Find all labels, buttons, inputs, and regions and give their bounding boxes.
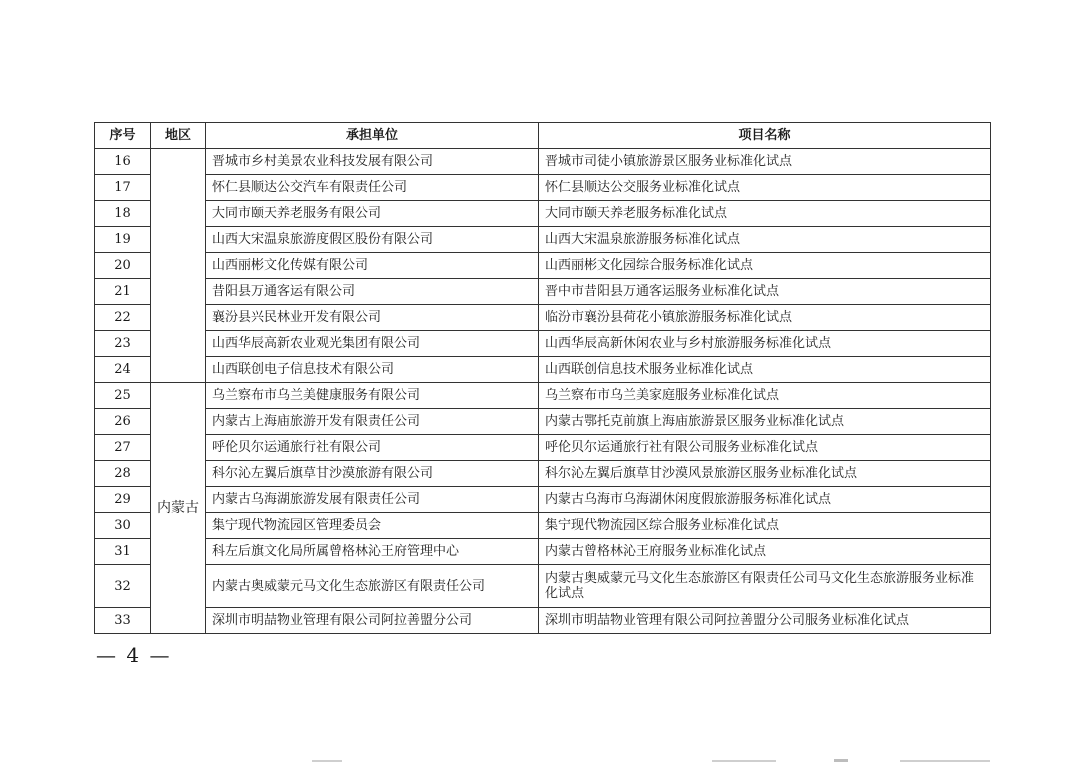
table-row bbox=[95, 487, 991, 513]
table-row bbox=[95, 149, 991, 175]
row-unit: 集宁现代物流园区管理委员会 bbox=[206, 513, 539, 539]
row-project: 内蒙古奥威蒙元马文化生态旅游区有限责任公司马文化生态旅游服务业标准化试点 bbox=[539, 565, 991, 608]
row-unit: 晋城市乡村美景农业科技发展有限公司 bbox=[206, 149, 539, 175]
row-project: 山西大宋温泉旅游服务标准化试点 bbox=[539, 227, 991, 253]
row-index: 24 bbox=[95, 357, 151, 383]
table-row bbox=[95, 279, 991, 305]
table-row bbox=[95, 435, 991, 461]
row-unit: 山西大宋温泉旅游度假区股份有限公司 bbox=[206, 227, 539, 253]
row-index: 33 bbox=[95, 608, 151, 634]
region-cell-neimenggu: 内蒙古 bbox=[151, 383, 206, 634]
table-row bbox=[95, 201, 991, 227]
row-unit: 昔阳县万通客运有限公司 bbox=[206, 279, 539, 305]
row-unit: 襄汾县兴民林业开发有限公司 bbox=[206, 305, 539, 331]
row-unit: 乌兰察布市乌兰美健康服务有限公司 bbox=[206, 383, 539, 409]
table-row bbox=[95, 409, 991, 435]
row-unit: 内蒙古奥威蒙元马文化生态旅游区有限责任公司 bbox=[206, 565, 539, 608]
page-number: — 4 — bbox=[96, 643, 172, 667]
row-index: 17 bbox=[95, 175, 151, 201]
table-row bbox=[95, 331, 991, 357]
row-project: 临汾市襄汾县荷花小镇旅游服务标准化试点 bbox=[539, 305, 991, 331]
row-index: 22 bbox=[95, 305, 151, 331]
row-project: 集宁现代物流园区综合服务业标准化试点 bbox=[539, 513, 991, 539]
header-region: 地区 bbox=[151, 123, 206, 149]
row-project: 山西丽彬文化园综合服务标准化试点 bbox=[539, 253, 991, 279]
table-row bbox=[95, 565, 991, 608]
row-index: 28 bbox=[95, 461, 151, 487]
row-project: 乌兰察布市乌兰美家庭服务业标准化试点 bbox=[539, 383, 991, 409]
header-project: 项目名称 bbox=[539, 123, 991, 149]
row-project: 科尔沁左翼后旗草甘沙漠风景旅游区服务业标准化试点 bbox=[539, 461, 991, 487]
row-project: 内蒙古乌海市乌海湖休闲度假旅游服务标准化试点 bbox=[539, 487, 991, 513]
row-project: 晋中市昔阳县万通客运服务业标准化试点 bbox=[539, 279, 991, 305]
row-index: 26 bbox=[95, 409, 151, 435]
row-index: 25 bbox=[95, 383, 151, 409]
row-project: 山西华辰高新休闲农业与乡村旅游服务标准化试点 bbox=[539, 331, 991, 357]
row-index: 32 bbox=[95, 565, 151, 608]
row-project: 怀仁县顺达公交服务业标准化试点 bbox=[539, 175, 991, 201]
row-index: 31 bbox=[95, 539, 151, 565]
table-row bbox=[95, 253, 991, 279]
header-unit: 承担单位 bbox=[206, 123, 539, 149]
row-unit: 深圳市明喆物业管理有限公司阿拉善盟分公司 bbox=[206, 608, 539, 634]
row-index: 18 bbox=[95, 201, 151, 227]
table-row bbox=[95, 461, 991, 487]
row-project: 内蒙古曾格林沁王府服务业标准化试点 bbox=[539, 539, 991, 565]
row-unit: 科左后旗文化局所属曾格林沁王府管理中心 bbox=[206, 539, 539, 565]
row-project: 呼伦贝尔运通旅行社有限公司服务业标准化试点 bbox=[539, 435, 991, 461]
region-cell-shanxi bbox=[151, 149, 206, 383]
row-unit: 科尔沁左翼后旗草甘沙漠旅游有限公司 bbox=[206, 461, 539, 487]
row-index: 27 bbox=[95, 435, 151, 461]
pilot-projects-table bbox=[94, 122, 991, 634]
row-unit: 大同市颐天养老服务有限公司 bbox=[206, 201, 539, 227]
table-header-row bbox=[95, 123, 991, 149]
header-index: 序号 bbox=[95, 123, 151, 149]
row-index: 19 bbox=[95, 227, 151, 253]
row-unit: 呼伦贝尔运通旅行社有限公司 bbox=[206, 435, 539, 461]
table-row bbox=[95, 305, 991, 331]
table-row bbox=[95, 608, 991, 634]
row-index: 20 bbox=[95, 253, 151, 279]
table-row bbox=[95, 383, 991, 409]
row-index: 21 bbox=[95, 279, 151, 305]
table-row bbox=[95, 357, 991, 383]
row-unit: 山西联创电子信息技术有限公司 bbox=[206, 357, 539, 383]
row-index: 16 bbox=[95, 149, 151, 175]
row-project: 晋城市司徒小镇旅游景区服务业标准化试点 bbox=[539, 149, 991, 175]
row-project: 山西联创信息技术服务业标准化试点 bbox=[539, 357, 991, 383]
row-unit: 怀仁县顺达公交汽车有限责任公司 bbox=[206, 175, 539, 201]
scan-edge-marks bbox=[0, 752, 1080, 764]
table-row bbox=[95, 539, 991, 565]
row-index: 29 bbox=[95, 487, 151, 513]
table-row bbox=[95, 513, 991, 539]
row-project: 内蒙古鄂托克前旗上海庙旅游景区服务业标准化试点 bbox=[539, 409, 991, 435]
row-index: 23 bbox=[95, 331, 151, 357]
row-project: 大同市颐天养老服务标准化试点 bbox=[539, 201, 991, 227]
row-unit: 山西丽彬文化传媒有限公司 bbox=[206, 253, 539, 279]
row-unit: 山西华辰高新农业观光集团有限公司 bbox=[206, 331, 539, 357]
row-unit: 内蒙古乌海湖旅游发展有限责任公司 bbox=[206, 487, 539, 513]
table-row bbox=[95, 175, 991, 201]
row-index: 30 bbox=[95, 513, 151, 539]
table-row bbox=[95, 227, 991, 253]
row-project: 深圳市明喆物业管理有限公司阿拉善盟分公司服务业标准化试点 bbox=[539, 608, 991, 634]
row-unit: 内蒙古上海庙旅游开发有限责任公司 bbox=[206, 409, 539, 435]
